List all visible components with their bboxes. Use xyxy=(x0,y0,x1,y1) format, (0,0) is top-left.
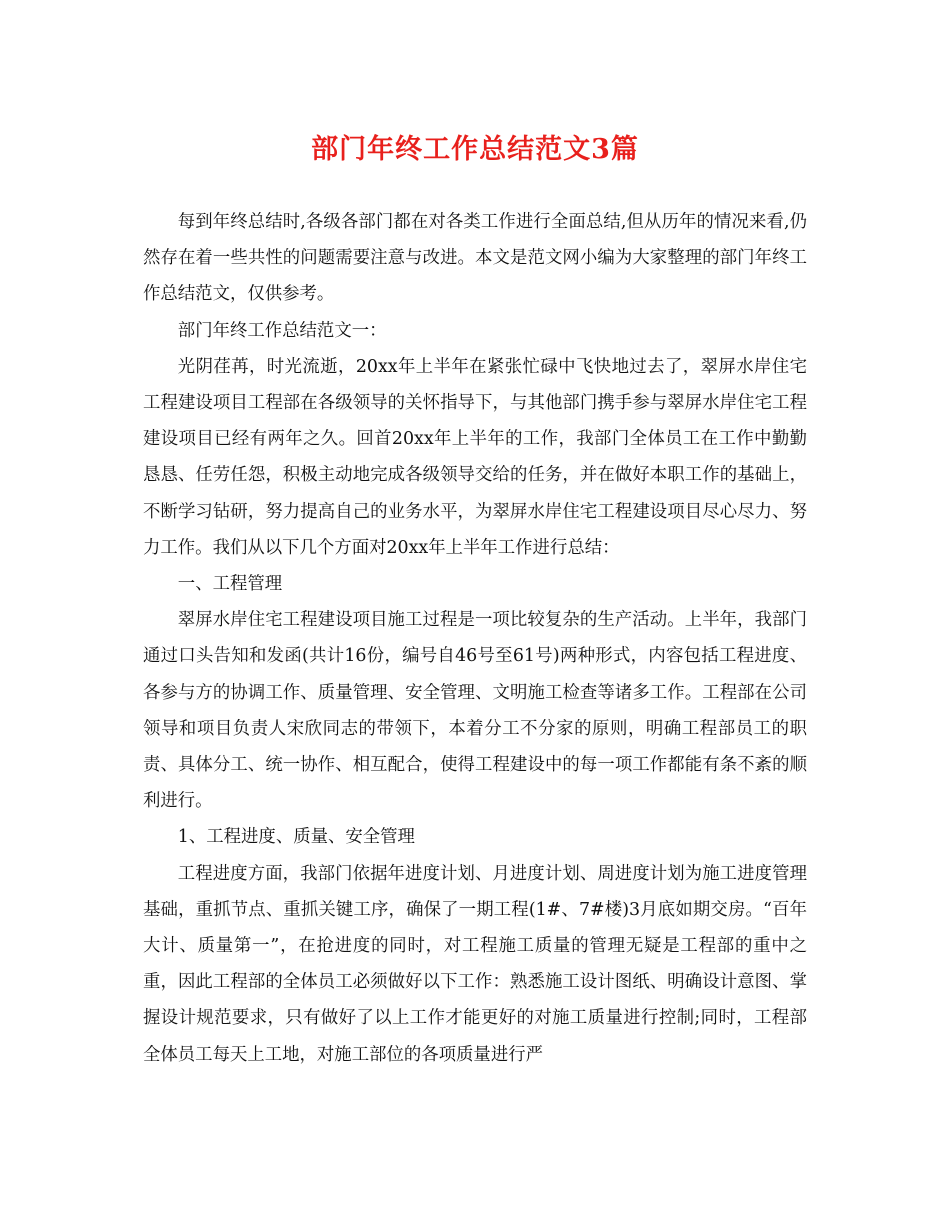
intro-paragraph: 每到年终总结时,各级各部门都在对各类工作进行全面总结,但从历年的情况来看,仍然存在着一些共性的问题需要注意与改进。本文是范文网小编为大家整理的部门年终工作总结范文，仅供参考。 xyxy=(143,212,807,305)
body-paragraph: 光阴荏苒，时光流逝，20xx年上半年在紧张忙碌中飞快地过去了，翠屏水岸住宅工程建设项目工程部在各级领导的关怀指导下，与其他部门携手参与翠屏水岸住宅工程建设项目已经有两年之久。回首20xx年上半年的工作，我部门全体员工在工作中勤勤恳恳、任劳任怨，积极主动地完成各级领导交给的任务，并在做好本职工作的基础上，不断学习钻研，努力提高自己的业务水平，为翠屏水岸住宅工程建设项目尽心尽力、努力工作。我们从以下几个方面对20xx年上半年工作进行总结： xyxy=(143,356,807,558)
document-title: 部门年终工作总结范文3篇 xyxy=(311,134,639,165)
document-body xyxy=(143,204,807,1073)
section-heading-engineering-management: 一、工程管理 xyxy=(177,574,283,595)
subsection-heading-progress-quality-safety: 1、工程进度、质量、安全管理 xyxy=(177,827,415,848)
body-paragraph: 翠屏水岸住宅工程建设项目施工过程是一项比较复杂的生产活动。上半年，我部门通过口头告知和发函(共计16份，编号自46号至61号)两种形式，内容包括工程进度、各参与方的协调工作、质量管理、安全管理、文明施工检查等诸多工作。工程部在公司领导和项目负责人宋欣同志的带领下，本着分工不分家的原则，明确工程部员工的职责、具体分工、统一协作、相互配合，使得工程建设中的每一项工作都能有条不紊的顺利进行。 xyxy=(143,610,807,812)
body-paragraph: 工程进度方面，我部门依据年进度计划、月进度计划、周进度计划为施工进度管理基础，重抓节点、重抓关键工序，确保了一期工程(1#、7#楼)3月底如期交房。“百年大计、质量第一”，在抢进度的同时，对工程施工质量的管理无疑是工程部的重中之重，因此工程部的全体员工必须做好以下工作：熟悉施工设计图纸、明确设计意图、掌握设计规范要求，只有做好了以上工作才能更好的对施工质量进行控制;同时，工程部全体员工每天上工地，对施工部位的各项质量进行严 xyxy=(143,863,807,1065)
section-heading-sample-one: 部门年终工作总结范文一： xyxy=(177,320,387,341)
